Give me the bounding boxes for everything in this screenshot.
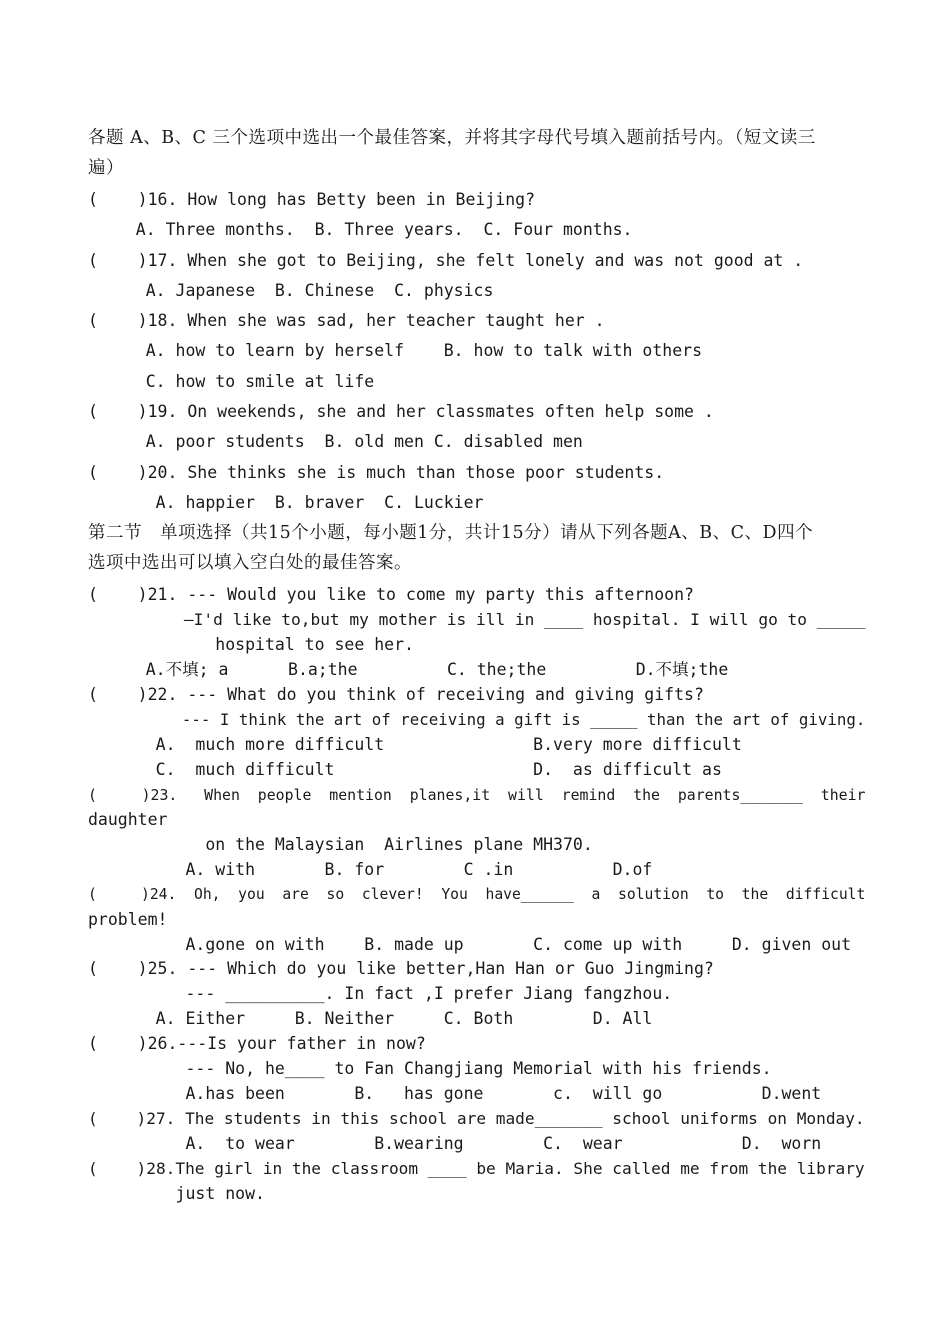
question-27-options: A. to wear B.wearing C. wear D. worn	[106, 1134, 822, 1153]
question-22-options-2: C. much difficult D. as difficult as	[106, 760, 722, 779]
listening-instructions-line-1: 各题 A、B、C 三个选项中选出一个最佳答案，并将其字母代号填入题前括号内。（短文读三	[88, 128, 816, 148]
question-28: ( )28.The girl in the classroom ____ be Maria. She called me from the library	[88, 1159, 865, 1178]
question-23-line-3: on the Malaysian Airlines plane MH370.	[106, 835, 593, 854]
question-23: ( )23. When people mention planes,it will remind the parents_______ their	[88, 786, 866, 804]
section-2-heading-line-1: 第二节 单项选择（共15个小题，每小题1分，共计15分）请从下列各题A、B、C、D四个	[88, 523, 814, 543]
question-16: ( )16. How long has Betty been in Beijing?	[88, 190, 536, 209]
question-23-line-2: daughter	[88, 810, 168, 829]
question-22-line-2: --- I think the art of receiving a gift is _____ than the art of giving.	[106, 710, 866, 729]
question-26-options: A.has been B. has gone c. will go D.went	[106, 1084, 822, 1103]
question-18: ( )18. When she was sad, her teacher taught her .	[88, 311, 605, 330]
question-20: ( )20. She thinks she is much than those poor students.	[88, 463, 665, 482]
question-26-line-2: --- No, he____ to Fan Changjiang Memorial with his friends.	[106, 1059, 772, 1078]
question-19: ( )19. On weekends, she and her classmates often help some .	[88, 402, 714, 421]
question-21-line-3: hospital to see her.	[106, 635, 414, 654]
question-28-line-2: just now.	[106, 1184, 265, 1203]
question-27: ( )27. The students in this school are made_______ school uniforms on Monday.	[88, 1109, 865, 1128]
question-19-options: A. poor students B. old men C. disabled men	[106, 432, 583, 451]
question-24-options: A.gone on with B. made up C. come up with D. given out	[106, 935, 852, 954]
question-18-options-1: A. how to learn by herself B. how to talk with others	[106, 341, 703, 360]
question-24: ( )24. Oh, you are so clever! You have______ a solution to the difficult	[88, 886, 866, 903]
question-25-line-2: --- __________. In fact ,I prefer Jiang fangzhou.	[106, 984, 673, 1003]
question-22: ( )22. --- What do you think of receiving and giving gifts?	[88, 685, 704, 704]
question-17: ( )17. When she got to Beijing, she felt lonely and was not good at .	[88, 251, 804, 270]
question-21-line-2: —I'd like to,but my mother is ill in ____ hospital. I will go to _____	[106, 610, 866, 629]
question-25-options: A. Either B. Neither C. Both D. All	[106, 1009, 653, 1028]
listening-instructions-line-2: 遍）	[88, 158, 124, 178]
question-23-options: A. with B. for C .in D.of	[106, 860, 653, 879]
question-18-options-2: C. how to smile at life	[106, 372, 375, 391]
section-2-heading-line-2: 选项中选出可以填入空白处的最佳答案。	[88, 553, 412, 573]
question-17-options: A. Japanese B. Chinese C. physics	[106, 281, 494, 300]
question-21-options: A.不填; a B.a;the C. the;the D.不填;the	[106, 660, 729, 679]
question-22-options-1: A. much more difficult B.very more difficult	[106, 735, 742, 754]
question-24-line-2: problem!	[88, 910, 168, 929]
question-20-options: A. happier B. braver C. Luckier	[106, 493, 484, 512]
question-16-options: A. Three months. B. Three years. C. Four months.	[106, 220, 633, 239]
question-25: ( )25. --- Which do you like better,Han Han or Guo Jingming?	[88, 959, 714, 978]
question-26: ( )26.---Is your father in now?	[88, 1034, 426, 1053]
question-21: ( )21. --- Would you like to come my party this afternoon?	[88, 585, 694, 604]
